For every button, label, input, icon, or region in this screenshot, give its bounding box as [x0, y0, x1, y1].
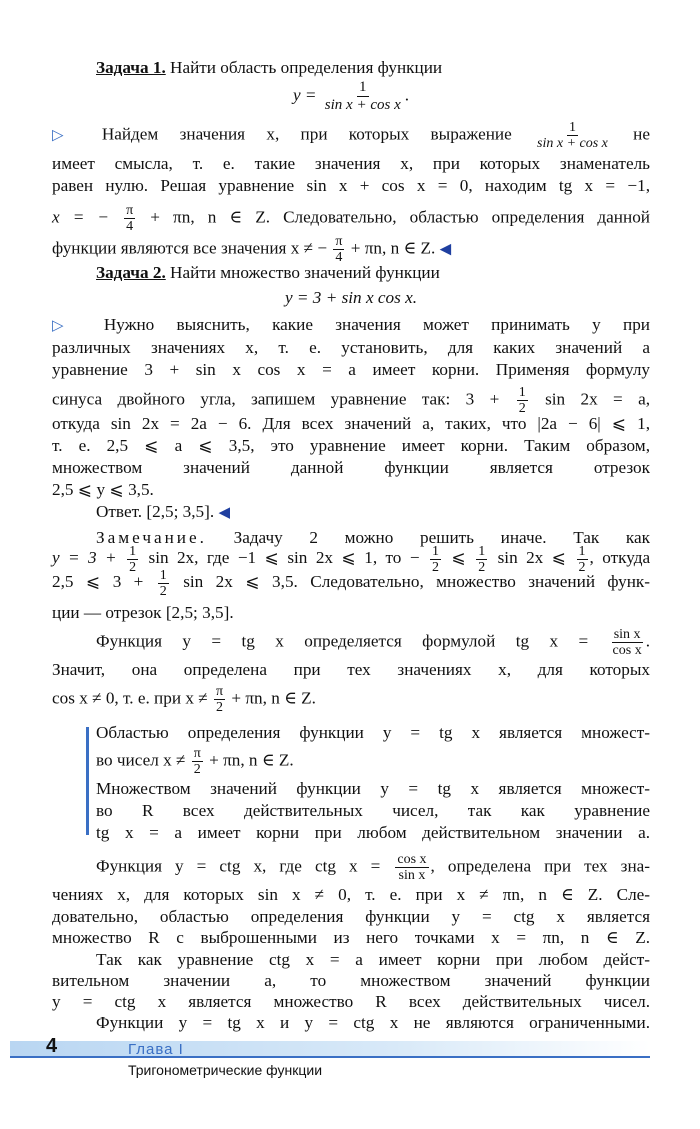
- solution2-end-triangle-icon: ◀: [218, 505, 231, 521]
- sol2-line2: различных значениях x, т. е. установить, для каких значений a: [52, 338, 650, 357]
- remark-label: Замечание.: [96, 528, 207, 547]
- sol2-line6: т. е. 2,5 ⩽ a ⩽ 3,5, это уравнение имеет корни. Таким образом,: [52, 436, 650, 455]
- cot-line8: Функции y = tg x и y = ctg x не являются ограниченными.: [96, 1013, 650, 1032]
- tan-line1: Функция y = tg x определяется формулой tg x = $\frac{\text{sin x}}{\text{cos x}}$ .: [96, 627, 651, 658]
- task1-heading: [96, 56, 694, 79]
- task2-heading: [96, 261, 694, 284]
- sol1-line3: равен нулю. Решая уравнение sin x + cos x = 0, находим tg x = −1,: [52, 176, 650, 195]
- sol1-line2: имеет смысла, т. е. такие значения x, при которых знаменатель: [52, 154, 650, 173]
- sol2-line5: откуда sin 2x = 2a − 6. Для всех значений a, таких, что |2a − 6| ⩽ 1,: [52, 414, 650, 433]
- task1-formula: y = $\frac{1}{\text{sin x + cos x}}$ .: [292, 79, 410, 113]
- sol1-line4: x = − $\frac{\pi}{4}$ + πn, n ∈ Z. Следовательно, областью определения данной: [52, 203, 650, 234]
- task2-statement: Найти множество значений функции: [170, 263, 440, 282]
- task1-statement: Найти область определения функции: [170, 58, 443, 77]
- chapter-title: Тригонометрические функции: [128, 1062, 323, 1078]
- sol2-line7: множеством значений данной функции является отрезок: [52, 458, 650, 477]
- sol2-answer: Ответ. [2,5; 3,5]. ◀: [96, 502, 231, 521]
- box-line1: Областью определения функции y = tg x является множест-: [96, 723, 650, 742]
- cot-line4: множество R с выброшенными из него точками x = πn, n ∈ Z.: [52, 928, 650, 947]
- definition-side-rule: [86, 727, 89, 835]
- page-number: 4: [46, 1035, 58, 1057]
- sol2-line8: 2,5 ⩽ y ⩽ 3,5.: [52, 480, 154, 499]
- chapter-label: Глава I: [128, 1041, 184, 1058]
- footer-band: [10, 1041, 650, 1057]
- remark-line4: ции — отрезок [2,5; 3,5].: [52, 603, 234, 622]
- remark-line3: 2,5 ⩽ 3 + $\frac{1}{2}$ sin 2x ⩽ 3,5. Следовательно, множество значений функ-: [52, 567, 650, 599]
- cot-line6: вительном значении a, то множеством значений функции: [52, 971, 650, 990]
- solution-end-triangle-icon: ◀: [439, 241, 452, 258]
- remark-line2: y = 3 + $\frac{1}{2}$ sin 2x, где −1 ⩽ sin 2x ⩽ 1, то − $\frac{1}{2}$ ⩽ $\frac{1}{2}$ sin 2x ⩽ $\frac{1}{2}$ , откуда: [52, 543, 651, 575]
- cot-line3: довательно, областью определения функции y = ctg x является: [52, 907, 650, 926]
- tan-line3: cos x ≠ 0, т. е. при x ≠ $\frac{\pi}{2}$ + πn, n ∈ Z.: [52, 684, 316, 715]
- cot-line7: y = ctg x является множество R всех действительных чисел.: [52, 992, 650, 1011]
- sol2-line4: синуса двойного угла, запишем уравнение так: 3 + $\frac{1}{2}$ sin 2x = a,: [52, 385, 651, 416]
- solution-start-triangle-icon: ▷: [52, 127, 81, 144]
- cot-line1: Функция y = ctg x, где ctg x = $\frac{\text{cos x}}{\text{sin x}}$ , определена при тех зна-: [96, 852, 651, 883]
- sol2-line3: уравнение 3 + sin x cos x = a имеет корни. Применяя формулу: [52, 360, 650, 379]
- box-line4: во R всех действительных чисел, так как уравнение: [96, 801, 650, 820]
- task1-fraction: $\frac{1}{\text{sin x + cos x}}$: [324, 79, 401, 113]
- sol2-line1: ▷ Нужно выяснить, какие значения может принимать y при: [52, 315, 650, 334]
- cot-line2: чениях x, для которых sin x ≠ 0, т. е. при x ≠ πn, n ∈ Z. Сле-: [52, 885, 650, 904]
- tan-line2: Значит, она определена при тех значениях x, для которых: [52, 660, 650, 679]
- sol1-line5: функции являются все значения x ≠ − $\frac{\pi}{4}$ + πn, n ∈ Z. ◀: [52, 234, 452, 265]
- task2-formula: y = 3 + sin x cos x.: [284, 288, 418, 307]
- sol1-line1: ▷ Найдем значения x, при которых выражение $\frac{1}{\text{sin x + cos x}}$ не: [52, 120, 650, 151]
- box-line3: Множеством значений функции y = tg x является множест-: [96, 779, 650, 798]
- task2-title: Задача 2.: [96, 263, 166, 282]
- task1-title: Задача 1.: [96, 58, 166, 77]
- box-line5: tg x = a имеет корни при любом действительном значении a.: [96, 823, 650, 842]
- footer-rule: [10, 1056, 650, 1058]
- cot-line5: Так как уравнение ctg x = a имеет корни при любом дейст-: [96, 950, 650, 969]
- remark-line1: Замечание. Задачу 2 можно решить иначе. Так как: [96, 528, 650, 547]
- solution2-start-triangle-icon: ▷: [52, 318, 82, 334]
- box-line2: во чисел x ≠ $\frac{\pi}{2}$ + πn, n ∈ Z.: [96, 746, 294, 777]
